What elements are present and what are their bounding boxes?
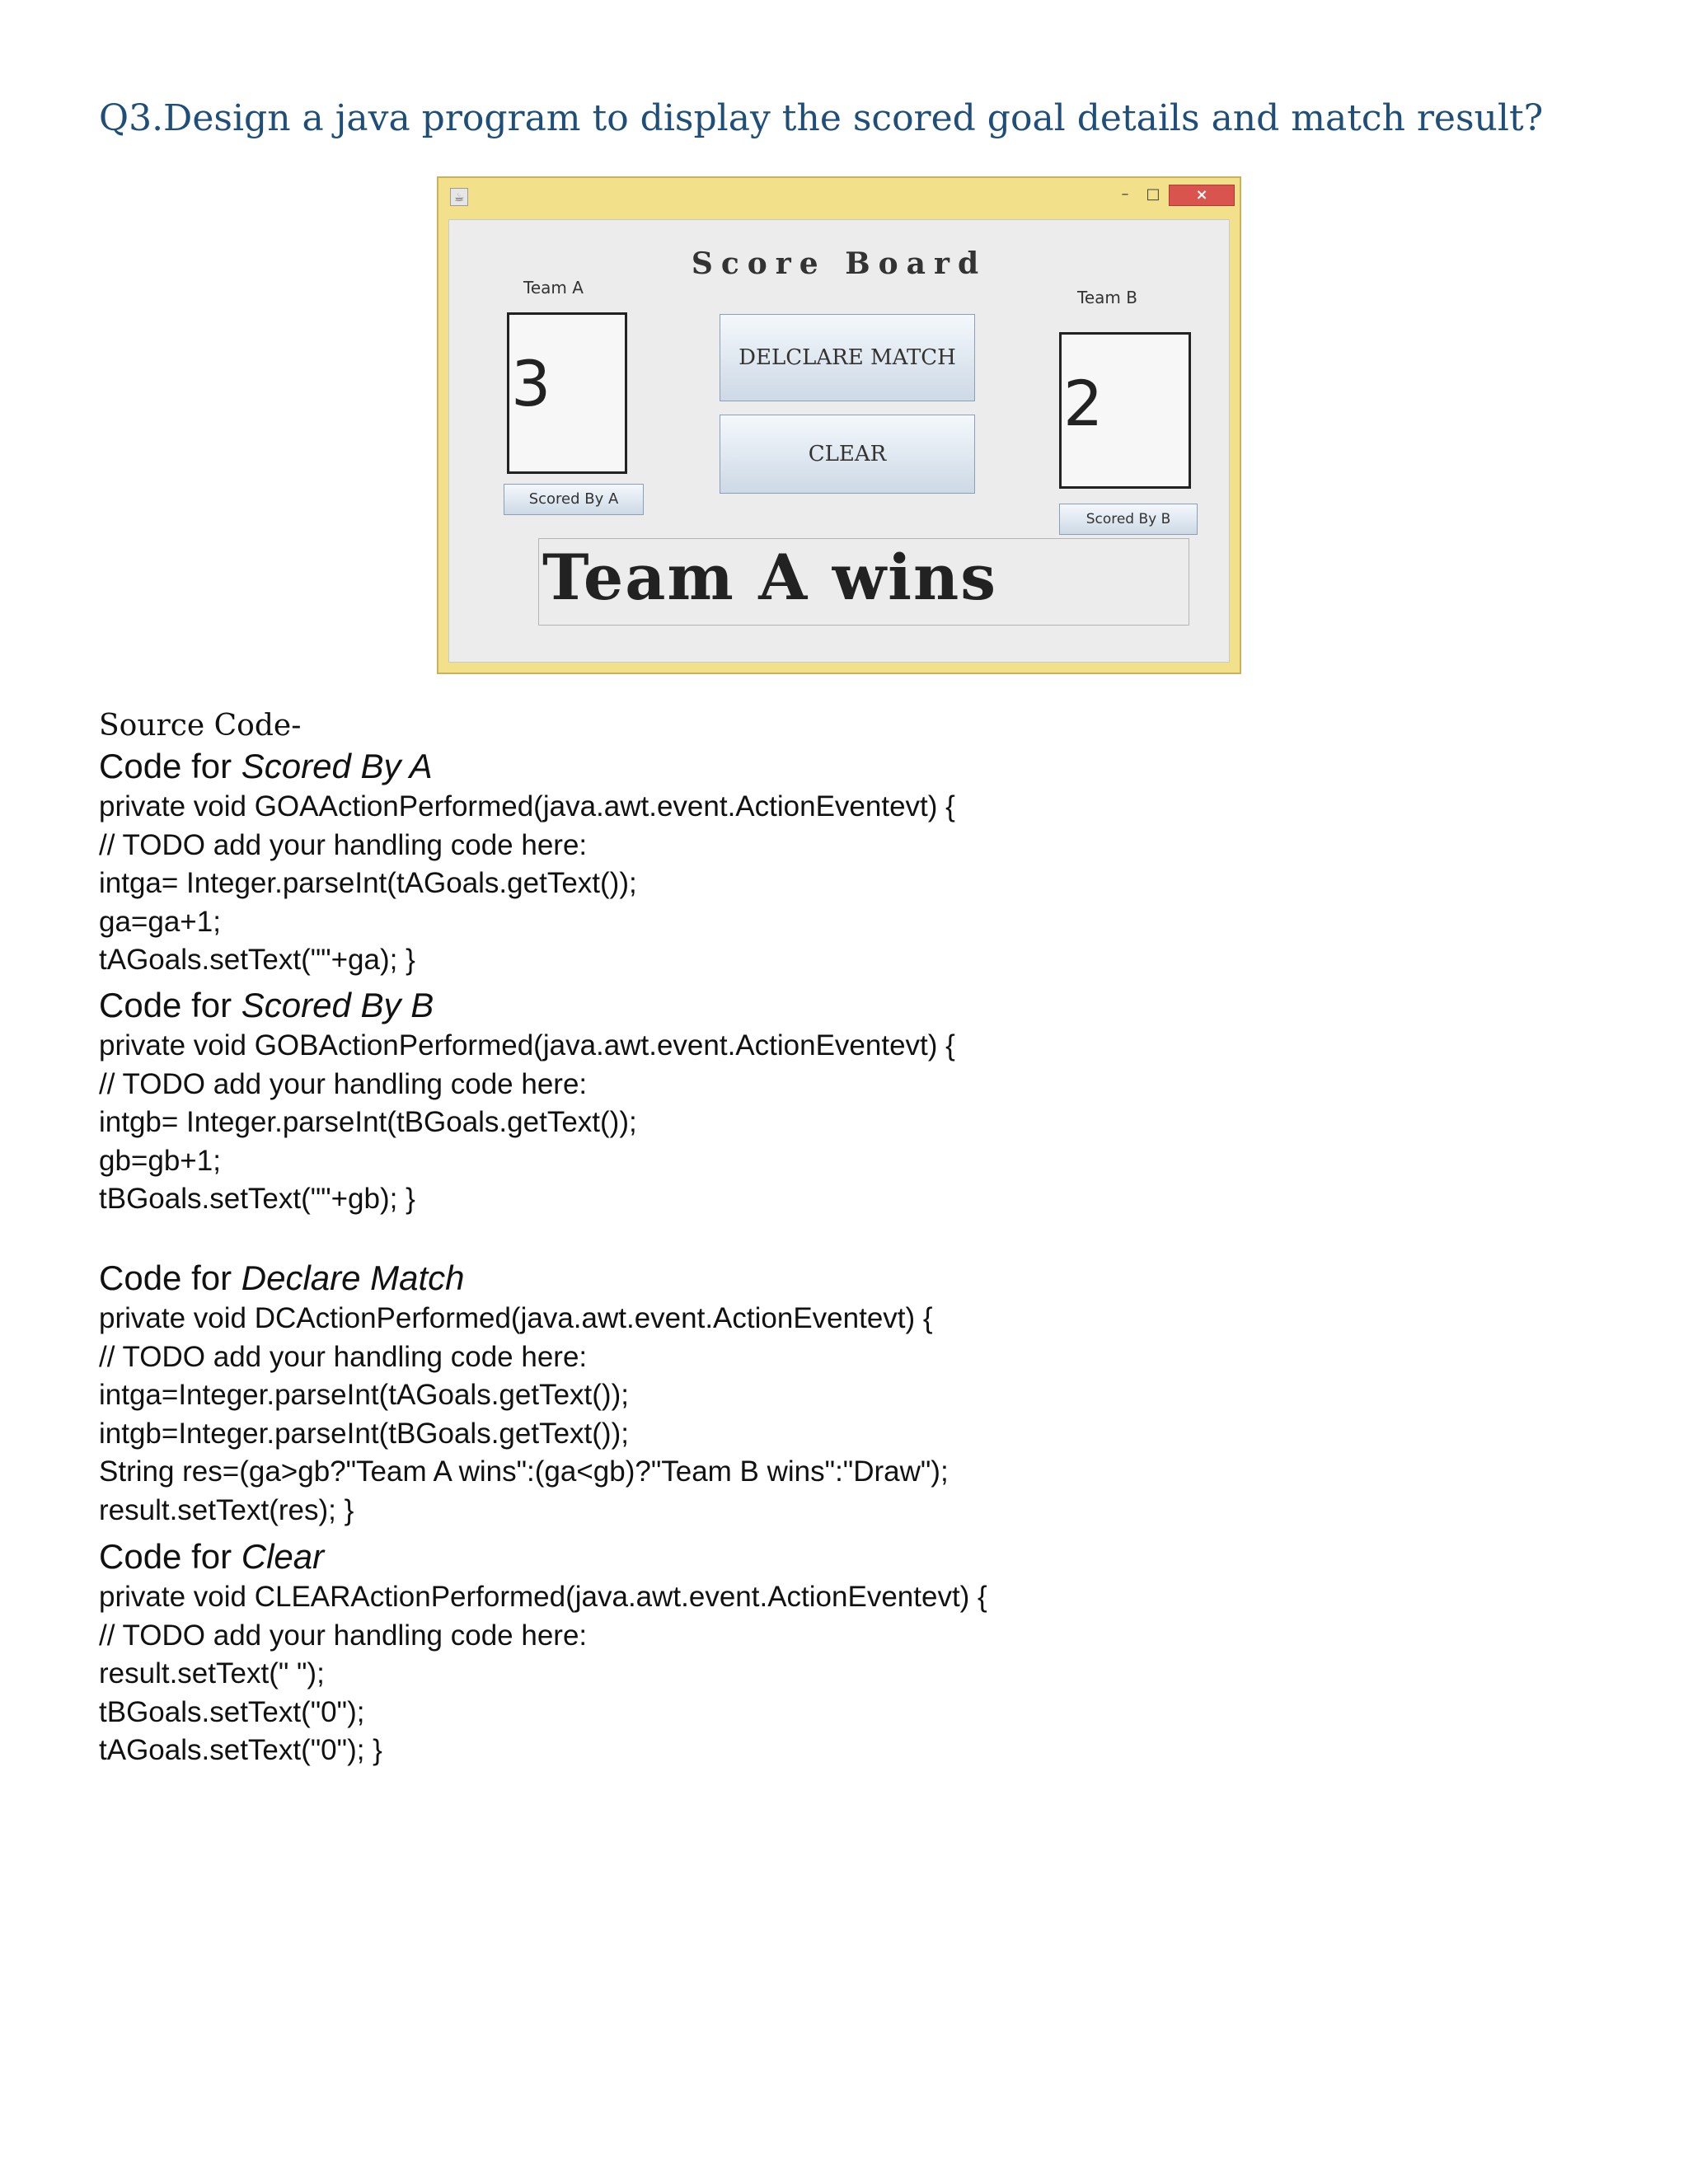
code-line: String res=(ga>gb?"Team A wins":(ga<gb)?"Team B wins":"Draw"); xyxy=(99,1455,949,1488)
code-line: // TODO add your handling code here: xyxy=(99,1619,588,1652)
code-line: tBGoals.setText("0"); xyxy=(99,1695,365,1728)
code-heading-prefix: Code for xyxy=(99,986,241,1024)
code-line: tBGoals.setText(""+gb); } xyxy=(99,1183,415,1215)
code-line: // TODO add your handling code here: xyxy=(99,1340,588,1373)
code-heading xyxy=(99,984,1582,1027)
code-line: gb=gb+1; xyxy=(99,1144,221,1177)
team-b-label: Team B xyxy=(1077,288,1137,307)
code-line: tAGoals.setText(""+ga); } xyxy=(99,944,415,976)
result-field[interactable]: Team A wins xyxy=(538,538,1189,626)
code-line: result.setText(" "); xyxy=(99,1657,325,1690)
close-button[interactable]: × xyxy=(1169,185,1235,206)
code-heading-target: Declare Match xyxy=(241,1258,465,1297)
code-heading-prefix: Code for xyxy=(99,1537,241,1576)
code-heading xyxy=(99,1535,1582,1578)
code-heading-target: Scored By B xyxy=(241,986,434,1024)
code-heading-target: Scored By A xyxy=(241,747,433,785)
score-board-window xyxy=(437,176,1241,674)
code-line: // TODO add your handling code here: xyxy=(99,828,588,861)
code-line: tAGoals.setText("0"); } xyxy=(99,1734,382,1766)
window-titlebar xyxy=(438,178,1240,216)
source-code-label: Source Code- xyxy=(99,709,302,743)
code-line: intga= Integer.parseInt(tAGoals.getText()); xyxy=(99,867,637,899)
minimize-button[interactable]: – xyxy=(1121,185,1129,203)
code-section-declare-match xyxy=(99,1257,1582,1530)
question-heading: Q3.Design a java program to display the scored goal details and match result? xyxy=(99,97,1544,139)
code-heading xyxy=(99,745,1582,788)
code-heading-prefix: Code for xyxy=(99,747,241,785)
clear-button[interactable]: CLEAR xyxy=(720,415,975,494)
code-line: private void GOAActionPerformed(java.awt.event.ActionEventevt) { xyxy=(99,790,955,823)
scored-by-b-button[interactable]: Scored By B xyxy=(1059,504,1198,535)
declare-match-button[interactable]: DELCLARE MATCH xyxy=(720,314,975,401)
code-heading-target: Clear xyxy=(241,1537,325,1576)
code-heading-prefix: Code for xyxy=(99,1258,241,1297)
window-content xyxy=(448,219,1230,663)
code-line: result.setText(res); } xyxy=(99,1493,354,1526)
scored-by-a-button[interactable]: Scored By A xyxy=(504,484,644,515)
code-line: intgb=Integer.parseInt(tBGoals.getText()); xyxy=(99,1417,629,1450)
team-b-goals-field[interactable]: 2 xyxy=(1059,332,1191,489)
team-a-goals-field[interactable]: 3 xyxy=(507,312,627,474)
code-line: private void DCActionPerformed(java.awt.event.ActionEventevt) { xyxy=(99,1302,933,1334)
code-line: ga=ga+1; xyxy=(99,905,221,938)
code-section-scored-by-b xyxy=(99,984,1582,1219)
code-line: private void GOBActionPerformed(java.awt.event.ActionEventevt) { xyxy=(99,1029,955,1062)
team-a-label: Team A xyxy=(523,278,584,298)
code-line: private void CLEARActionPerformed(java.awt.event.ActionEventevt) { xyxy=(99,1581,987,1613)
code-line: intgb= Integer.parseInt(tBGoals.getText()); xyxy=(99,1106,637,1138)
java-cup-icon: ☕ xyxy=(450,188,468,206)
code-line: // TODO add your handling code here: xyxy=(99,1067,588,1100)
code-section-clear xyxy=(99,1535,1582,1770)
code-heading xyxy=(99,1257,1582,1300)
board-title: Score Board xyxy=(691,246,987,281)
code-line: intga=Integer.parseInt(tAGoals.getText()); xyxy=(99,1379,629,1411)
code-section-scored-by-a xyxy=(99,745,1582,980)
maximize-button[interactable]: □ xyxy=(1146,185,1160,203)
